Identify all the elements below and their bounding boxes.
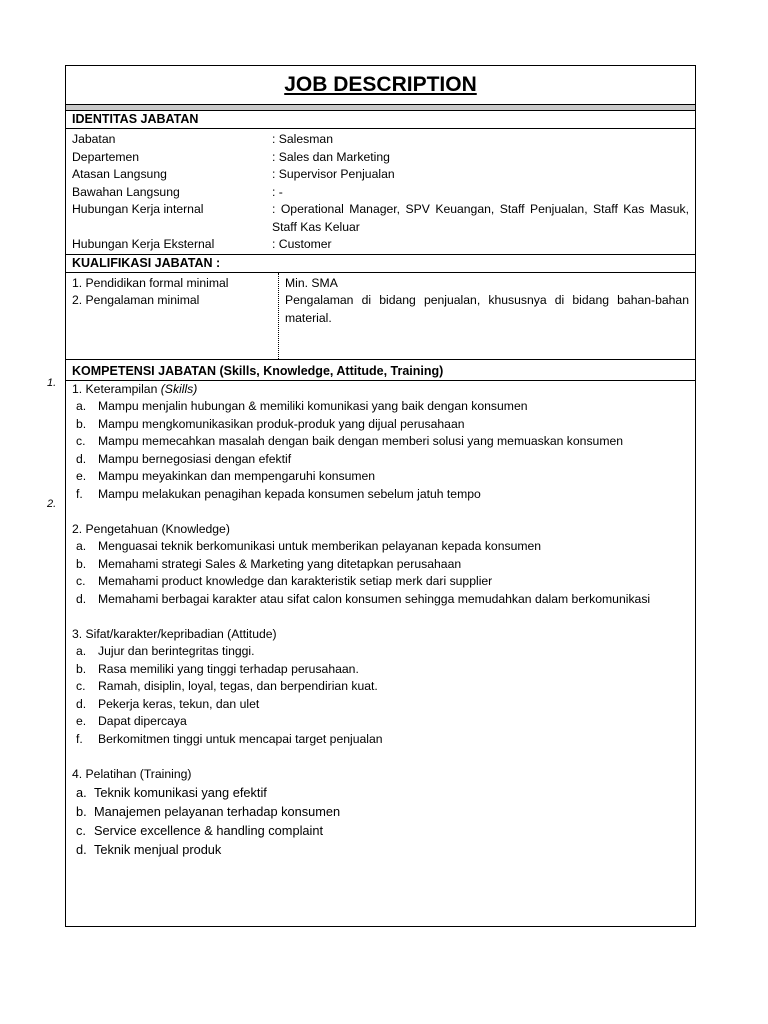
identitas-label: Departemen xyxy=(72,149,140,164)
identitas-row xyxy=(72,131,689,149)
identitas-value: : Sales dan Marketing xyxy=(272,149,390,164)
list-item: c. Mampu memecahkan masalah dengan baik dengan memberi solusi yang memuaskan konsumen xyxy=(76,434,624,448)
kualifikasi-labels xyxy=(66,273,279,359)
list-item: c. Service excellence & handling complaint xyxy=(76,823,324,838)
list-item: c. Memahami product knowledge dan karakteristik setiap merk dari supplier xyxy=(76,574,493,588)
identitas-row xyxy=(72,149,689,167)
outline-number-2: 2. xyxy=(47,498,57,510)
kualifikasi-values xyxy=(279,273,695,359)
kompetensi-section xyxy=(66,381,695,860)
list-item: b. Mampu mengkomunikasikan produk-produk yang dijual perusahaan xyxy=(76,416,465,431)
identitas-value: : Operational Manager, SPV Keuangan, Staff Penjualan, Staff Kas Masuk, Staff Kas Keluar xyxy=(272,202,689,234)
list-item: d. Pekerja keras, tekun, dan ulet xyxy=(76,696,260,711)
knowledge-group xyxy=(72,521,689,609)
kualifikasi-value: Min. SMA xyxy=(285,275,338,290)
identitas-label: Atasan Langsung xyxy=(72,167,167,181)
kualifikasi-label: 1. Pendidikan formal minimal xyxy=(72,275,229,290)
list-item: b. Manajemen pelayanan terhadap konsumen xyxy=(76,804,341,819)
identitas-section xyxy=(66,129,695,254)
kompetensi-heading: KOMPETENSI JABATAN (Skills, Knowledge, Attitude, Training) xyxy=(66,359,695,381)
list-item: f. Mampu melakukan penagihan kepada konsumen sebelum jatuh tempo xyxy=(76,486,481,501)
identitas-label: Jabatan xyxy=(72,132,116,146)
skills-heading: 1. Keterampilan (Skills) xyxy=(72,381,198,396)
list-item: a. Mampu menjalin hubungan & memiliki komunikasi yang baik dengan konsumen xyxy=(76,399,528,413)
training-heading: 4. Pelatihan (Training) xyxy=(72,766,192,781)
list-item: a. Jujur dan berintegritas tinggi. xyxy=(76,644,255,658)
kualifikasi-value: Pengalaman di bidang penjualan, khususnya di bidang bahan-bahan material. xyxy=(285,293,689,325)
kualifikasi-label: 2. Pengalaman minimal xyxy=(72,293,200,307)
identitas-row xyxy=(72,236,689,254)
identitas-value: : Customer xyxy=(272,237,332,251)
list-item: b. Rasa memiliki yang tinggi terhadap perusahaan. xyxy=(76,661,359,676)
identitas-row xyxy=(72,184,689,202)
knowledge-heading: 2. Pengetahuan (Knowledge) xyxy=(72,521,230,536)
identitas-value: : - xyxy=(272,184,283,199)
identitas-value: : Supervisor Penjualan xyxy=(272,167,395,181)
identitas-label: Bawahan Langsung xyxy=(72,184,180,199)
list-item: e. Mampu meyakinkan dan mempengaruhi konsumen xyxy=(76,469,376,483)
list-item: b. Memahami strategi Sales & Marketing yang ditetapkan perusahaan xyxy=(76,556,462,571)
title-divider xyxy=(66,104,695,111)
identitas-value: : Salesman xyxy=(272,132,333,146)
list-item: f. Berkomitmen tinggi untuk mencapai target penjualan xyxy=(76,731,383,746)
attitude-heading: 3. Sifat/karakter/kepribadian (Attitude) xyxy=(72,626,277,641)
identitas-label: Hubungan Kerja Eksternal xyxy=(72,237,215,251)
list-item: c. Ramah, disiplin, loyal, tegas, dan berpendirian kuat. xyxy=(76,679,378,693)
identitas-row xyxy=(72,166,689,184)
training-group xyxy=(72,766,689,860)
list-item: d. Memahami berbagai karakter atau sifat calon konsumen sehingga memudahkan dalam berkomunikasi xyxy=(76,591,651,606)
kualifikasi-table xyxy=(66,273,695,359)
kualifikasi-heading: KUALIFIKASI JABATAN : xyxy=(66,254,695,273)
identitas-heading: IDENTITAS JABATAN xyxy=(66,111,695,129)
attitude-group xyxy=(72,626,689,749)
identitas-row xyxy=(72,201,689,236)
page-title: JOB DESCRIPTION xyxy=(284,73,477,96)
job-description-sheet xyxy=(65,65,696,927)
list-item: d. Mampu bernegosiasi dengan efektif xyxy=(76,451,292,466)
list-item: e. Dapat dipercaya xyxy=(76,714,187,728)
list-item: a. Teknik komunikasi yang efektif xyxy=(76,785,267,800)
outline-number-1: 1. xyxy=(47,377,57,389)
list-item: a. Menguasai teknik berkomunikasi untuk memberikan pelayanan kepada konsumen xyxy=(76,539,542,553)
list-item: d. Teknik menjual produk xyxy=(76,842,222,857)
identitas-label: Hubungan Kerja internal xyxy=(72,202,204,216)
skills-group xyxy=(72,381,689,504)
